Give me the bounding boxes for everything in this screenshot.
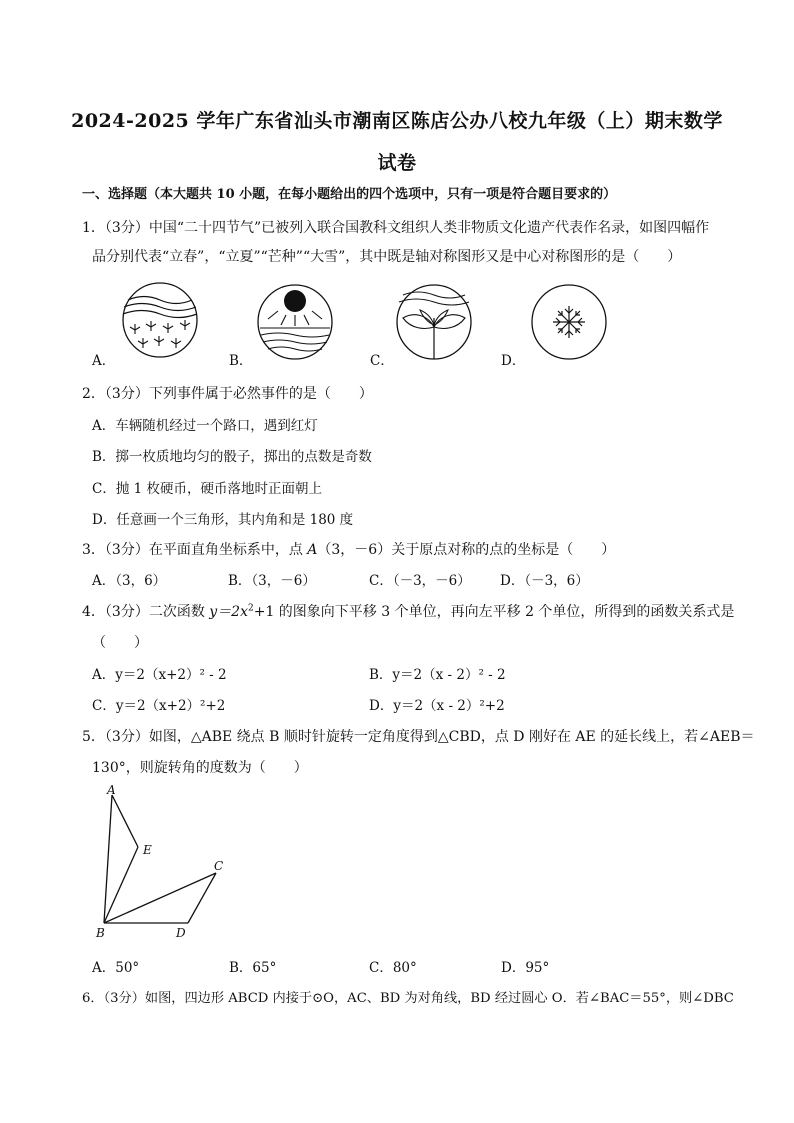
q4-stem	[82, 601, 734, 621]
q5-option-a: A．50°	[92, 960, 140, 976]
q1-option-a: A．	[92, 353, 116, 369]
q4-stem-part1: 4．（3分）二次函数	[82, 604, 210, 620]
q4-exponent: 2	[247, 603, 254, 614]
q1-option-c: C．	[370, 353, 394, 369]
q3-stem-part1: 3．（3分）在平面直角坐标系中，点	[82, 542, 308, 558]
segment-eb	[104, 847, 138, 923]
q1-option-b: B．	[229, 353, 253, 369]
q4-option-b: B．y＝2（x - 2）² - 2	[369, 667, 506, 683]
q3-stem	[82, 539, 615, 559]
q2-option-a: A．车辆随机经过一个路口，遇到红灯	[92, 418, 318, 434]
q3-point-var: A	[307, 542, 318, 558]
q4-option-a: A．y＝2（x+2）² - 2	[92, 667, 227, 683]
rotation-triangle-figure	[90, 782, 240, 944]
label-d: D	[176, 926, 186, 940]
q4-option-c: C．y＝2（x+2）²+2	[92, 698, 226, 714]
label-c: C	[214, 859, 224, 873]
q1-stem-line1: 1．（3分）中国“二十四节气”已被列入联合国教科文组织人类非物质文化遗产代表作名录，如图四幅作	[82, 220, 710, 236]
label-e: E	[143, 843, 152, 857]
exam-title-cont: 试卷	[377, 152, 417, 174]
solar-term-mangzhong-image	[389, 282, 479, 362]
segment-ab	[104, 795, 112, 923]
q4-option-d: D．y＝2（x - 2）²+2	[369, 698, 505, 714]
q3-option-a: A．（3，6）	[92, 573, 167, 589]
q3-option-b: B．（3，－6）	[228, 573, 316, 589]
q5-stem-line1: 5．（3分）如图，△ABE 绕点 B 顺时针旋转一定角度得到△CBD，点 D 刚好在 AE 的延长线上，若∠AEB＝	[82, 729, 755, 745]
segment-cd	[188, 873, 216, 923]
q4-stem-part2: +1 的图象向下平移 3 个单位，再向左平移 2 个单位，所得到的函数关系式是	[253, 604, 735, 620]
q5-option-c: C．80°	[369, 960, 417, 976]
q3-stem-part2: （3，－6）关于原点对称的点的坐标是（ ）	[317, 542, 616, 558]
label-a: A	[107, 783, 116, 797]
q5-option-b: B．65°	[229, 960, 277, 976]
q1-option-d: D．	[501, 353, 526, 369]
q4-function: y＝2x	[209, 604, 248, 620]
q2-option-c: C．抛 1 枚硬币，硬币落地时正面朝上	[92, 481, 323, 497]
label-b: B	[96, 926, 105, 940]
q3-option-c: C．（－3，－6）	[369, 573, 471, 589]
solar-term-daxue-image	[524, 282, 614, 362]
q6-stem-line1: 6．（3分）如图，四边形 ABCD 内接于⊙O，AC、BD 为对角线，BD 经过圆心 O．若∠BAC＝55°，则∠DBC	[82, 991, 734, 1006]
segment-bc	[104, 873, 216, 923]
segment-ae	[112, 795, 138, 847]
q5-option-d: D．95°	[501, 960, 550, 976]
q3-option-d: D．（－3，6）	[500, 573, 589, 589]
q4-stem-blank: （ ）	[92, 635, 148, 651]
q2-option-b: B．掷一枚质地均匀的骰子，掷出的点数是奇数	[92, 449, 372, 465]
section-heading: 一、选择题（本大题共 10 小题，在每小题给出的四个选项中，只有一项是符合题目要求的）	[82, 187, 617, 202]
q5-stem-line2: 130°，则旋转角的度数为（ ）	[92, 760, 308, 776]
solar-term-lixia-image	[250, 282, 340, 362]
q2-option-d: D．任意画一个三角形，其内角和是 180 度	[92, 512, 354, 528]
solar-term-lichun-image	[115, 282, 205, 360]
q2-stem: 2．（3分）下列事件属于必然事件的是（ ）	[82, 386, 373, 402]
exam-title: 2024-2025 学年广东省汕头市潮南区陈店公办八校九年级（上）期末数学	[71, 110, 723, 132]
q1-stem-line2: 品分别代表“立春”，“立夏”“芒种”“大雪”，其中既是轴对称图形又是中心对称图形的是（ ）	[92, 249, 682, 265]
